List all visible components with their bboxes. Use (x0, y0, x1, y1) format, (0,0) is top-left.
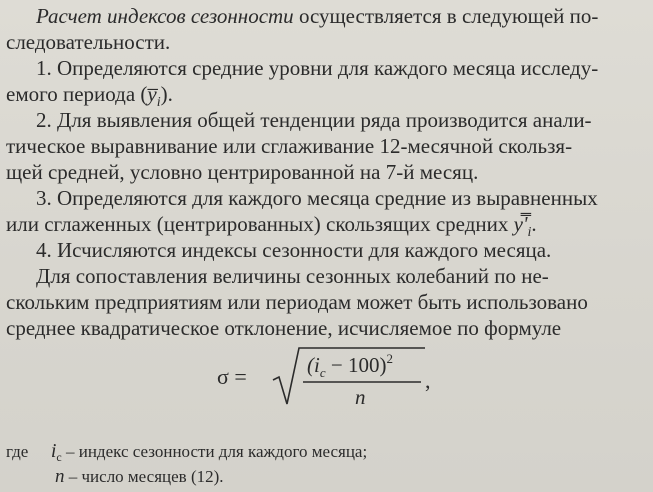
item3-text: или сглаженных (центрированных) скользящих средних (6, 212, 514, 236)
sigma-formula (215, 344, 455, 410)
footnote-ic (6, 440, 367, 465)
intro-term: Расчет индексов сезонности (36, 4, 294, 28)
footnote-n (55, 466, 224, 488)
num-subscript: c (319, 365, 326, 380)
footnote-where: где (6, 442, 29, 461)
comp-line-1: Для сопоставления величины сезонных колебаний по не- (36, 264, 549, 288)
item3-line-1: 3. Определяются для каждого месяца средние из выравненных (36, 186, 598, 210)
footnote-ic-symbol: i (50, 440, 57, 462)
footnote-ic-subscript: c (56, 450, 62, 464)
footnote-n-symbol: n (55, 466, 65, 487)
item1-subscript: i (156, 95, 161, 110)
footnote-n-desc: – число месяцев (12). (68, 467, 224, 486)
item1-text: емого периода ( (6, 82, 148, 106)
formula-denominator: n (355, 385, 366, 409)
item3-line-2 (6, 212, 537, 241)
comp-line-3: среднее квадратическое отклонение, исчисляемое по формуле (6, 316, 562, 340)
num-open: (i (307, 353, 320, 377)
item1-line-2 (6, 82, 173, 111)
item3-subscript: i (527, 225, 532, 240)
footnote-ic-desc: – индекс сезонности для каждого месяца; (65, 442, 368, 461)
intro-line-1 (36, 4, 598, 29)
comp-line-2: скольким предприятиям или периодам может быть использовано (6, 290, 588, 314)
item2-line-1: 2. Для выявления общей тенденции ряда производится анали- (36, 108, 592, 132)
item2-line-3: щей средней, условно центрированной на 7-й месяц. (6, 160, 479, 184)
num-rest: − 100) (325, 353, 387, 377)
item3-symbol: y̿' (513, 212, 528, 236)
item4-line: 4. Исчисляются индексы сезонности для каждого месяца. (36, 238, 552, 262)
item1-symbol: y̅ (147, 82, 157, 106)
formula-comma: , (425, 368, 431, 393)
num-exponent: 2 (386, 351, 393, 366)
formula-numerator (307, 351, 393, 380)
item1-line-1: 1. Определяются средние уровни для каждого месяца исследу- (36, 56, 599, 80)
intro-line-2: следовательности. (6, 30, 171, 54)
item3-end: . (531, 212, 537, 236)
formula-lhs: σ = (217, 364, 247, 389)
item2-line-2: тическое выравнивание или сглаживание 12-месячной скользя- (6, 134, 573, 158)
intro-text-1: осуществляется в следующей по- (293, 4, 599, 28)
item1-end: ). (160, 82, 173, 106)
